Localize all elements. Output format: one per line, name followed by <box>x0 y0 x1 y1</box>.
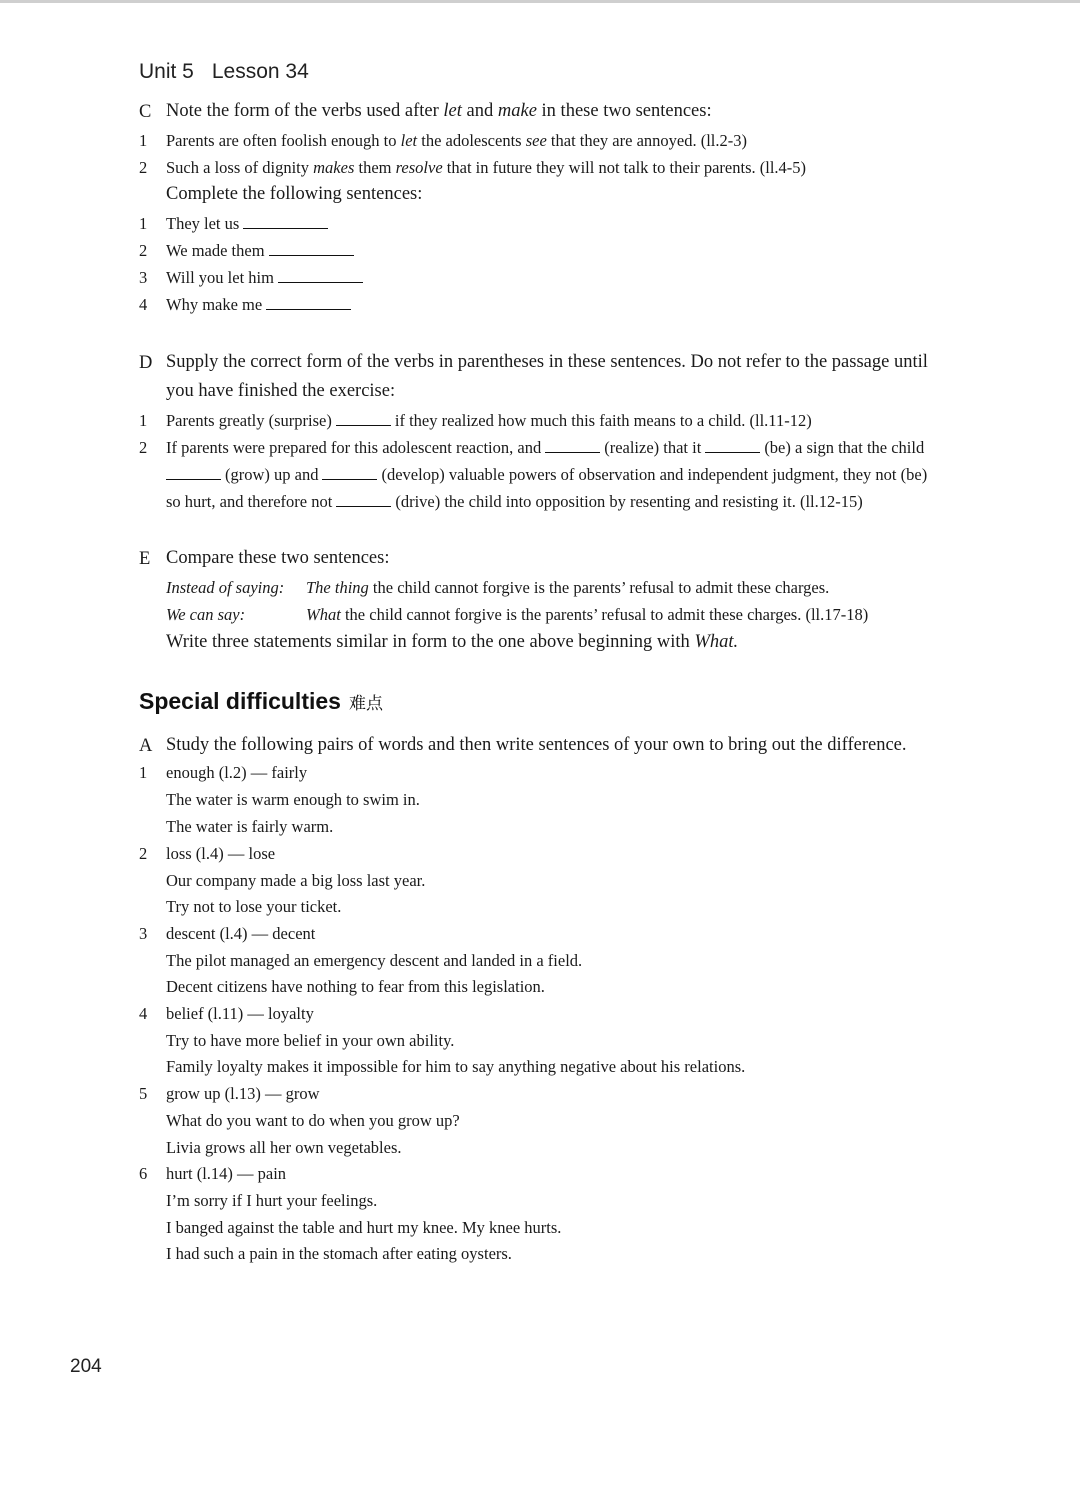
exercise-c-s1-number: 1 <box>139 131 148 150</box>
exercise-d-label: D <box>139 353 153 373</box>
exercise-c-s2-number: 2 <box>139 158 148 177</box>
pair-heading: loss (l.4) — lose <box>166 844 276 863</box>
exercise-e-write-instruction: Write three statements similar in form to the one above beginning with What. <box>166 632 739 652</box>
pair-heading: hurt (l.14) — pain <box>166 1164 287 1183</box>
exercise-c-sentence-1: Parents are often foolish enough to let the adolescents see that they are annoyed. (ll.2-3) <box>166 131 747 150</box>
exercise-c-complete-instruction: Complete the following sentences: <box>166 184 423 204</box>
exercise-c-item-2: We made them <box>166 241 358 261</box>
pair-example: The pilot managed an emergency descent and landed in a field. <box>166 951 583 970</box>
exercise-e-label: E <box>139 549 151 569</box>
special-a-intro: Study the following pairs of words and then write sentences of your own to bring out the difference. <box>166 735 907 755</box>
pair-heading: belief (l.11) — loyalty <box>166 1004 314 1023</box>
pair-example: I had such a pain in the stomach after eating oysters. <box>166 1244 512 1263</box>
pair-number: 3 <box>139 924 148 943</box>
pair-example: The water is fairly warm. <box>166 817 334 836</box>
pair-example: Decent citizens have nothing to fear from this legislation. <box>166 977 545 996</box>
exercise-d-sentence-2-line-2: (grow) up and (develop) valuable powers of observation and independent judgment, they not (be) <box>166 465 927 485</box>
page-number: 204 <box>70 1356 102 1377</box>
pair-example: Try not to lose your ticket. <box>166 897 342 916</box>
page-header <box>139 60 327 84</box>
exercise-c-item-1: They let us <box>166 214 332 234</box>
pair-number: 2 <box>139 844 148 863</box>
pair-number: 1 <box>139 763 148 782</box>
exercise-d-intro-line-1: Supply the correct form of the verbs in parentheses in these sentences. Do not refer to the passage until <box>166 352 928 372</box>
exercise-d-s1-number: 1 <box>139 411 148 430</box>
pair-example: I banged against the table and hurt my knee. My knee hurts. <box>166 1218 562 1237</box>
pair-example: Try to have more belief in your own ability. <box>166 1031 455 1050</box>
exercise-e-instead-line: Instead of saying: The thing the child cannot forgive is the parents’ refusal to admit these charges. <box>166 578 830 597</box>
exercise-c-item-number: 4 <box>139 295 148 314</box>
answer-blank[interactable] <box>336 492 391 507</box>
answer-blank[interactable] <box>243 214 328 229</box>
exercise-c-item-number: 2 <box>139 241 148 260</box>
pair-example: What do you want to do when you grow up? <box>166 1111 460 1130</box>
pair-number: 4 <box>139 1004 148 1023</box>
exercise-d-intro-line-2: you have finished the exercise: <box>166 381 396 401</box>
answer-blank[interactable] <box>322 465 377 480</box>
exercise-d-sentence-1: Parents greatly (surprise) if they realized how much this faith means to a child. (ll.11-12) <box>166 411 812 430</box>
exercise-c-item-number: 3 <box>139 268 148 287</box>
pair-heading: descent (l.4) — decent <box>166 924 316 943</box>
answer-blank[interactable] <box>336 411 391 426</box>
pair-example: Family loyalty makes it impossible for him to say anything negative about his relations. <box>166 1057 746 1076</box>
top-border <box>0 0 1080 3</box>
answer-blank[interactable] <box>266 295 351 310</box>
exercise-e-can-say-line: We can say: What the child cannot forgive is the parents’ refusal to admit these charges. (ll.17-18) <box>166 605 869 624</box>
exercise-d-s2-number: 2 <box>139 438 148 457</box>
lesson-label: Lesson 34 <box>211 60 309 83</box>
answer-blank[interactable] <box>705 438 760 453</box>
exercise-c-label: C <box>139 102 152 122</box>
pair-number: 6 <box>139 1164 148 1183</box>
special-difficulties-title: Special difficulties 难点 <box>139 688 383 714</box>
exercise-c-sentence-2: Such a loss of dignity makes them resolve that in future they will not talk to their parents. (ll.4-5) <box>166 158 807 177</box>
exercise-d-sentence-2-line-1: If parents were prepared for this adolescent reaction, and (realize) that it (be) a sign that the child <box>166 438 925 457</box>
pair-number: 5 <box>139 1084 148 1103</box>
exercise-c-item-number: 1 <box>139 214 148 233</box>
pair-example: I’m sorry if I hurt your feelings. <box>166 1191 378 1210</box>
exercise-c-intro: Note the form of the verbs used after let and make in these two sentences: <box>166 101 712 121</box>
exercise-d-sentence-2-line-3: so hurt, and therefore not (drive) the child into opposition by resenting and resisting it. (ll.12-15) <box>166 492 863 511</box>
exercise-c-item-3: Will you let him <box>166 268 367 288</box>
answer-blank[interactable] <box>545 438 600 453</box>
pair-heading: grow up (l.13) — grow <box>166 1084 320 1103</box>
pair-example: The water is warm enough to swim in. <box>166 790 420 809</box>
special-a-label: A <box>139 736 153 756</box>
answer-blank[interactable] <box>269 241 354 256</box>
exercise-e-intro: Compare these two sentences: <box>166 548 390 568</box>
pair-example: Our company made a big loss last year. <box>166 871 426 890</box>
answer-blank[interactable] <box>278 268 363 283</box>
unit-label: Unit 5 <box>139 60 194 83</box>
pair-heading: enough (l.2) — fairly <box>166 763 308 782</box>
exercise-c-item-4: Why make me <box>166 295 355 315</box>
answer-blank[interactable] <box>166 465 221 480</box>
pair-example: Livia grows all her own vegetables. <box>166 1138 402 1157</box>
